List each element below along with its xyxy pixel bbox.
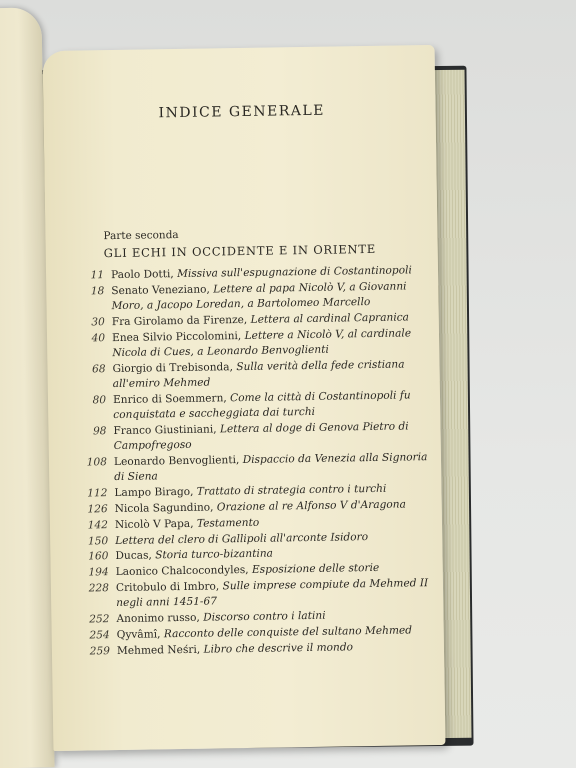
entry-work: Racconto delle conquiste del sultano Mehmed: [163, 624, 413, 641]
section-title: GLI ECHI IN OCCIDENTE E IN ORIENTE: [103, 241, 377, 261]
entry-page-number: 259: [89, 644, 111, 658]
entry-author: Enea Silvio Piccolomini,: [111, 329, 242, 344]
entry-work: Lettera al doge di Genova Pietro di Campofregoso: [113, 420, 409, 453]
index-entries: [70, 263, 436, 660]
entry-work: Lettere al papa Nicolò V, a Giovanni Moro, a Jacopo Loredan, a Bartolomeo Marcello: [111, 280, 407, 313]
entry-author: Giorgio di Trebisonda,: [112, 360, 234, 375]
entry-page-number: 68: [91, 362, 106, 376]
entry-author: Anonimo russo,: [116, 611, 200, 626]
entry-author: Enrico di Soemmern,: [112, 392, 227, 406]
entry-author: Qyvâmî,: [116, 628, 161, 641]
entry-author: Nicolò V Papa,: [114, 517, 194, 531]
entry-page-number: 80: [92, 394, 107, 407]
entry-author: Critobulo di Imbro,: [115, 580, 220, 594]
entry-author: Ducas,: [115, 549, 152, 563]
entry-work: Testamento: [196, 516, 260, 530]
index-entry: [73, 450, 433, 486]
index-page: [43, 45, 446, 751]
entry-work: Dispaccio da Venezia alla Signoria di Siena: [114, 451, 428, 484]
entry-author: Mehmed Neśri,: [116, 643, 201, 657]
entry-author: Lampo Birago,: [114, 485, 194, 500]
entry-author: Leonardo Benvoglienti,: [113, 454, 240, 469]
entry-work: Come la città di Costantinopoli fu conquistata e saccheggiata dai turchi: [113, 389, 411, 422]
entry-work: Orazione al re Alfonso V d'Aragona: [216, 498, 406, 514]
entry-work: Lettera al cardinal Capranica: [250, 311, 410, 326]
entry-page-number: 126: [87, 503, 108, 516]
entry-work: Lettere a Nicolò V, al cardinale Nicola di Cues, a Leonardo Benvoglienti: [112, 327, 412, 360]
entry-author: Fra Girolamo da Firenze,: [111, 313, 248, 328]
index-entry: [72, 419, 432, 455]
entry-page-number: 194: [88, 566, 109, 579]
entry-page-number: 18: [90, 284, 105, 298]
entry-work: Trattato di strategia contro i turchi: [196, 482, 387, 498]
entry-page-number: 142: [87, 518, 109, 532]
entry-author: Laonico Chalcocondyles,: [115, 564, 249, 579]
entry-work: Sulla verità della fede cristiana all'emiro Mehmed: [112, 358, 405, 391]
entry-page-number: 252: [89, 613, 110, 626]
entry-work: Sulle imprese compiute da Mehmed II negli anni 1451-67: [116, 577, 429, 610]
entry-page-number: 11: [90, 269, 105, 282]
index-entry: [71, 326, 431, 362]
entry-page-number: 98: [92, 425, 107, 438]
entry-work: Missiva sull'espugnazione di Costantinopoli: [176, 264, 412, 281]
index-entry: [72, 388, 432, 424]
index-entry: [75, 576, 435, 612]
page-title: INDICE GENERALE: [158, 102, 326, 122]
entry-author: Senato Veneziano,: [111, 283, 210, 297]
entry-page-number: 160: [88, 550, 109, 563]
entry-work: Esposizione delle storie: [251, 562, 380, 577]
index-entry: [71, 357, 431, 393]
entry-author: Paolo Dotti,: [110, 268, 174, 282]
part-label: Parte seconda: [103, 229, 179, 243]
entry-page-number: 30: [91, 316, 105, 329]
entry-work: Storia turco-bizantina: [155, 547, 274, 562]
entry-page-number: 40: [91, 331, 106, 345]
index-entry: [70, 279, 430, 315]
entry-page-number: 228: [88, 582, 110, 595]
entry-work: Lettera del clero di Gallipoli all'arconte Isidoro: [115, 530, 369, 547]
entry-work: Libro che descrive il mondo: [203, 640, 354, 656]
entry-page-number: 112: [87, 487, 108, 500]
entry-author: Franco Giustiniani,: [113, 423, 217, 438]
entry-page-number: 108: [86, 456, 108, 469]
entry-page-number: 254: [89, 628, 110, 642]
entry-page-number: 150: [87, 534, 109, 548]
entry-author: Nicola Sagundino,: [114, 501, 214, 515]
entry-work: Discorso contro i latini: [203, 609, 326, 624]
